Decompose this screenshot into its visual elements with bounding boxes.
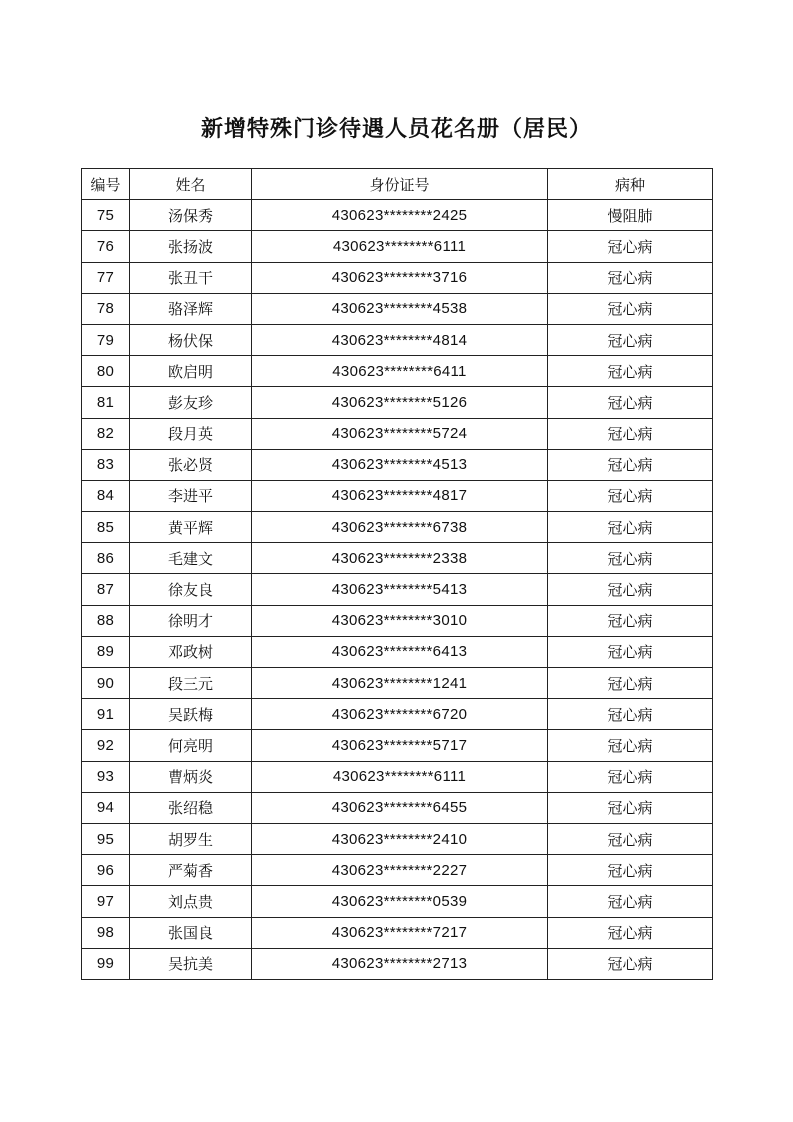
cell-id-number: 430623********2338 xyxy=(252,543,548,574)
cell-id-number: 430623********6111 xyxy=(252,761,548,792)
cell-disease: 冠心病 xyxy=(548,480,713,511)
table-row xyxy=(82,917,713,948)
cell-name: 李进平 xyxy=(130,480,252,511)
cell-name: 吴跃梅 xyxy=(130,699,252,730)
cell-id-number: 430623********1241 xyxy=(252,668,548,699)
cell-disease: 冠心病 xyxy=(548,293,713,324)
cell-number: 88 xyxy=(82,605,130,636)
table-row xyxy=(82,574,713,605)
cell-id-number: 430623********6455 xyxy=(252,792,548,823)
table-row xyxy=(82,200,713,231)
cell-name: 张国良 xyxy=(130,917,252,948)
table-row xyxy=(82,886,713,917)
cell-name: 张必贤 xyxy=(130,449,252,480)
roster-table xyxy=(81,168,713,980)
cell-number: 81 xyxy=(82,387,130,418)
cell-name: 汤保秀 xyxy=(130,200,252,231)
cell-disease: 冠心病 xyxy=(548,823,713,854)
cell-name: 曹炳炎 xyxy=(130,761,252,792)
cell-id-number: 430623********4817 xyxy=(252,480,548,511)
cell-number: 99 xyxy=(82,948,130,979)
cell-number: 95 xyxy=(82,823,130,854)
cell-disease: 冠心病 xyxy=(548,574,713,605)
table-row xyxy=(82,293,713,324)
table-row xyxy=(82,792,713,823)
cell-id-number: 430623********5413 xyxy=(252,574,548,605)
cell-name: 刘点贵 xyxy=(130,886,252,917)
table-row xyxy=(82,761,713,792)
cell-disease: 冠心病 xyxy=(548,418,713,449)
table-row xyxy=(82,324,713,355)
cell-id-number: 430623********2713 xyxy=(252,948,548,979)
cell-name: 杨伏保 xyxy=(130,324,252,355)
cell-number: 75 xyxy=(82,200,130,231)
table-row xyxy=(82,231,713,262)
cell-disease: 冠心病 xyxy=(548,917,713,948)
cell-name: 毛建文 xyxy=(130,543,252,574)
table-row xyxy=(82,418,713,449)
cell-id-number: 430623********4513 xyxy=(252,449,548,480)
header-id-number: 身份证号 xyxy=(252,169,548,200)
cell-name: 黄平辉 xyxy=(130,512,252,543)
cell-disease: 冠心病 xyxy=(548,855,713,886)
table-row xyxy=(82,855,713,886)
table-row xyxy=(82,512,713,543)
cell-id-number: 430623********6720 xyxy=(252,699,548,730)
cell-name: 段月英 xyxy=(130,418,252,449)
header-disease: 病种 xyxy=(548,169,713,200)
table-row xyxy=(82,480,713,511)
cell-name: 张扬波 xyxy=(130,231,252,262)
cell-disease: 冠心病 xyxy=(548,761,713,792)
table-header-row xyxy=(82,169,713,200)
cell-disease: 冠心病 xyxy=(548,387,713,418)
table-row xyxy=(82,605,713,636)
cell-id-number: 430623********2227 xyxy=(252,855,548,886)
cell-name: 欧启明 xyxy=(130,356,252,387)
cell-number: 77 xyxy=(82,262,130,293)
cell-disease: 冠心病 xyxy=(548,262,713,293)
cell-disease: 冠心病 xyxy=(548,699,713,730)
cell-id-number: 430623********7217 xyxy=(252,917,548,948)
cell-name: 邓政树 xyxy=(130,636,252,667)
cell-name: 吴抗美 xyxy=(130,948,252,979)
cell-id-number: 430623********6738 xyxy=(252,512,548,543)
cell-number: 87 xyxy=(82,574,130,605)
table-row xyxy=(82,636,713,667)
cell-name: 徐明才 xyxy=(130,605,252,636)
document-title: 新增特殊门诊待遇人员花名册（居民） xyxy=(200,117,592,142)
table-row xyxy=(82,948,713,979)
cell-id-number: 430623********0539 xyxy=(252,886,548,917)
cell-disease: 冠心病 xyxy=(548,324,713,355)
cell-disease: 冠心病 xyxy=(548,512,713,543)
table-row xyxy=(82,699,713,730)
cell-number: 89 xyxy=(82,636,130,667)
cell-name: 胡罗生 xyxy=(130,823,252,854)
cell-number: 86 xyxy=(82,543,130,574)
table-row xyxy=(82,730,713,761)
cell-id-number: 430623********5724 xyxy=(252,418,548,449)
cell-disease: 冠心病 xyxy=(548,730,713,761)
cell-disease: 冠心病 xyxy=(548,636,713,667)
cell-number: 97 xyxy=(82,886,130,917)
cell-name: 张绍稳 xyxy=(130,792,252,823)
cell-number: 78 xyxy=(82,293,130,324)
cell-number: 84 xyxy=(82,480,130,511)
cell-name: 张丑干 xyxy=(130,262,252,293)
cell-disease: 冠心病 xyxy=(548,356,713,387)
cell-id-number: 430623********3010 xyxy=(252,605,548,636)
cell-number: 92 xyxy=(82,730,130,761)
cell-disease: 冠心病 xyxy=(548,948,713,979)
cell-disease: 冠心病 xyxy=(548,886,713,917)
table-row xyxy=(82,668,713,699)
cell-name: 骆泽辉 xyxy=(130,293,252,324)
cell-number: 83 xyxy=(82,449,130,480)
cell-id-number: 430623********5717 xyxy=(252,730,548,761)
table-row xyxy=(82,449,713,480)
table-row xyxy=(82,356,713,387)
cell-name: 何亮明 xyxy=(130,730,252,761)
table-row xyxy=(82,262,713,293)
cell-id-number: 430623********3716 xyxy=(252,262,548,293)
cell-disease: 冠心病 xyxy=(548,792,713,823)
cell-name: 段三元 xyxy=(130,668,252,699)
cell-number: 90 xyxy=(82,668,130,699)
cell-disease: 冠心病 xyxy=(548,449,713,480)
cell-number: 82 xyxy=(82,418,130,449)
cell-disease: 冠心病 xyxy=(548,543,713,574)
cell-id-number: 430623********2410 xyxy=(252,823,548,854)
cell-id-number: 430623********6111 xyxy=(252,231,548,262)
cell-id-number: 430623********6411 xyxy=(252,356,548,387)
cell-number: 96 xyxy=(82,855,130,886)
cell-number: 76 xyxy=(82,231,130,262)
header-name: 姓名 xyxy=(130,169,252,200)
cell-id-number: 430623********4814 xyxy=(252,324,548,355)
cell-name: 彭友珍 xyxy=(130,387,252,418)
cell-name: 严菊香 xyxy=(130,855,252,886)
cell-name: 徐友良 xyxy=(130,574,252,605)
cell-number: 93 xyxy=(82,761,130,792)
table-row xyxy=(82,543,713,574)
table-row xyxy=(82,823,713,854)
cell-number: 94 xyxy=(82,792,130,823)
table-body xyxy=(82,200,713,980)
cell-number: 91 xyxy=(82,699,130,730)
cell-disease: 冠心病 xyxy=(548,668,713,699)
cell-number: 79 xyxy=(82,324,130,355)
cell-id-number: 430623********6413 xyxy=(252,636,548,667)
cell-number: 80 xyxy=(82,356,130,387)
cell-disease: 慢阻肺 xyxy=(548,200,713,231)
cell-number: 98 xyxy=(82,917,130,948)
cell-id-number: 430623********4538 xyxy=(252,293,548,324)
cell-number: 85 xyxy=(82,512,130,543)
cell-id-number: 430623********2425 xyxy=(252,200,548,231)
table-row xyxy=(82,387,713,418)
header-number: 编号 xyxy=(82,169,130,200)
cell-id-number: 430623********5126 xyxy=(252,387,548,418)
cell-disease: 冠心病 xyxy=(548,231,713,262)
cell-disease: 冠心病 xyxy=(548,605,713,636)
